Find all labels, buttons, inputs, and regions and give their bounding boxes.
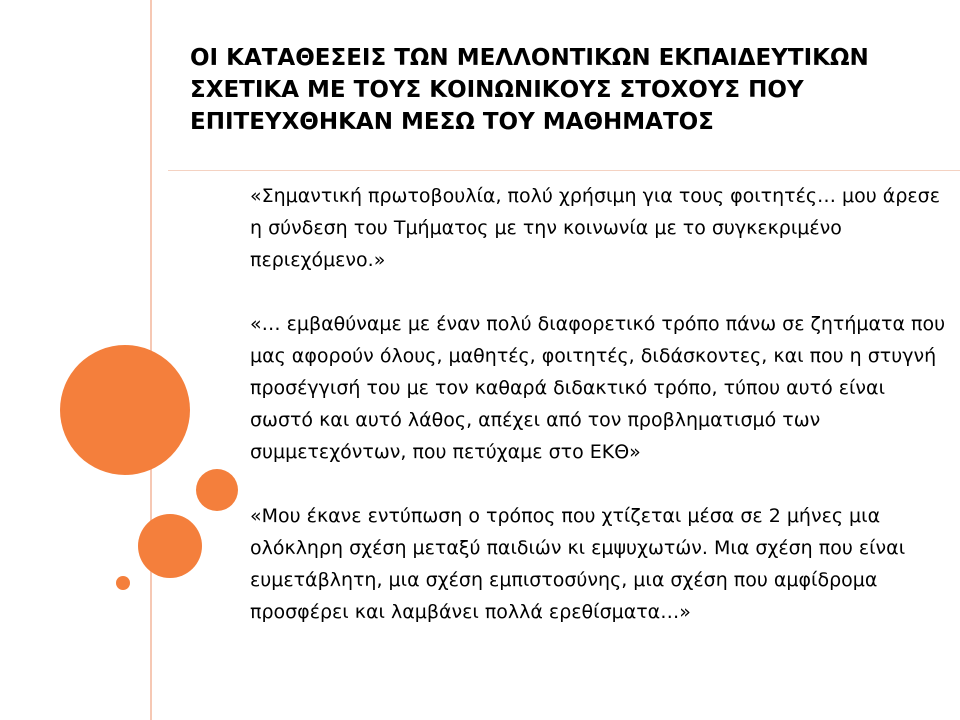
quotes-body xyxy=(250,180,950,628)
decorative-circle-medium xyxy=(138,514,202,578)
quote-3: «Μου έκανε εντύπωση ο τρόπος που χτίζεται μέσα σε 2 μήνες μια ολόκληρη σχέση μεταξύ παιδιών κι εμψυχωτών. Μια σχέση που είναι ευμετάβλητη, μια σχέση εμπιστοσύνης, μια σχέση που αμφίδρομα προσφέρει και λαμβάνει πολλά ερεθίσματα…» xyxy=(250,505,906,623)
decorative-circle-tiny xyxy=(116,576,130,590)
quote-2: «… εμβαθύναμε με έναν πολύ διαφορετικό τρόπο πάνω σε ζητήματα που μας αφορούν όλους, μαθητές, φοιτητές, διδάσκοντες, και που η στυγνή προσέγγισή του με τον καθαρά διδακτικό τρόπο, τύπου αυτό είναι σωστό και αυτό λάθος, απέχει από τον προβληματισμό των συμμετεχόντων, που πετύχαμε στο ΕΚΘ» xyxy=(250,313,946,463)
decorative-circle-small xyxy=(196,469,238,511)
title-divider xyxy=(168,170,960,171)
slide-title: ΟΙ ΚΑΤΑΘΕΣΕΙΣ ΤΩΝ ΜΕΛΛΟΝΤΙΚΩΝ ΕΚΠΑΙΔΕΥΤΙΚΩΝ ΣΧΕΤΙΚΑ ΜΕ ΤΟΥΣ ΚΟΙΝΩΝΙΚΟΥΣ ΣΤΟΧΟΥΣ ΠΟΥ ΕΠΙΤΕΥΧΘΗΚΑΝ ΜΕΣΩ ΤΟΥ ΜΑΘΗΜΑΤΟΣ xyxy=(190,45,869,135)
decorative-circle-large xyxy=(60,345,190,475)
quote-1: «Σημαντική πρωτοβουλία, πολύ χρήσιμη για τους φοιτητές… μου άρεσε η σύνδεση του Τμήματος με την κοινωνία με το συγκεκριμένο περιεχόμενο.» xyxy=(250,185,940,271)
